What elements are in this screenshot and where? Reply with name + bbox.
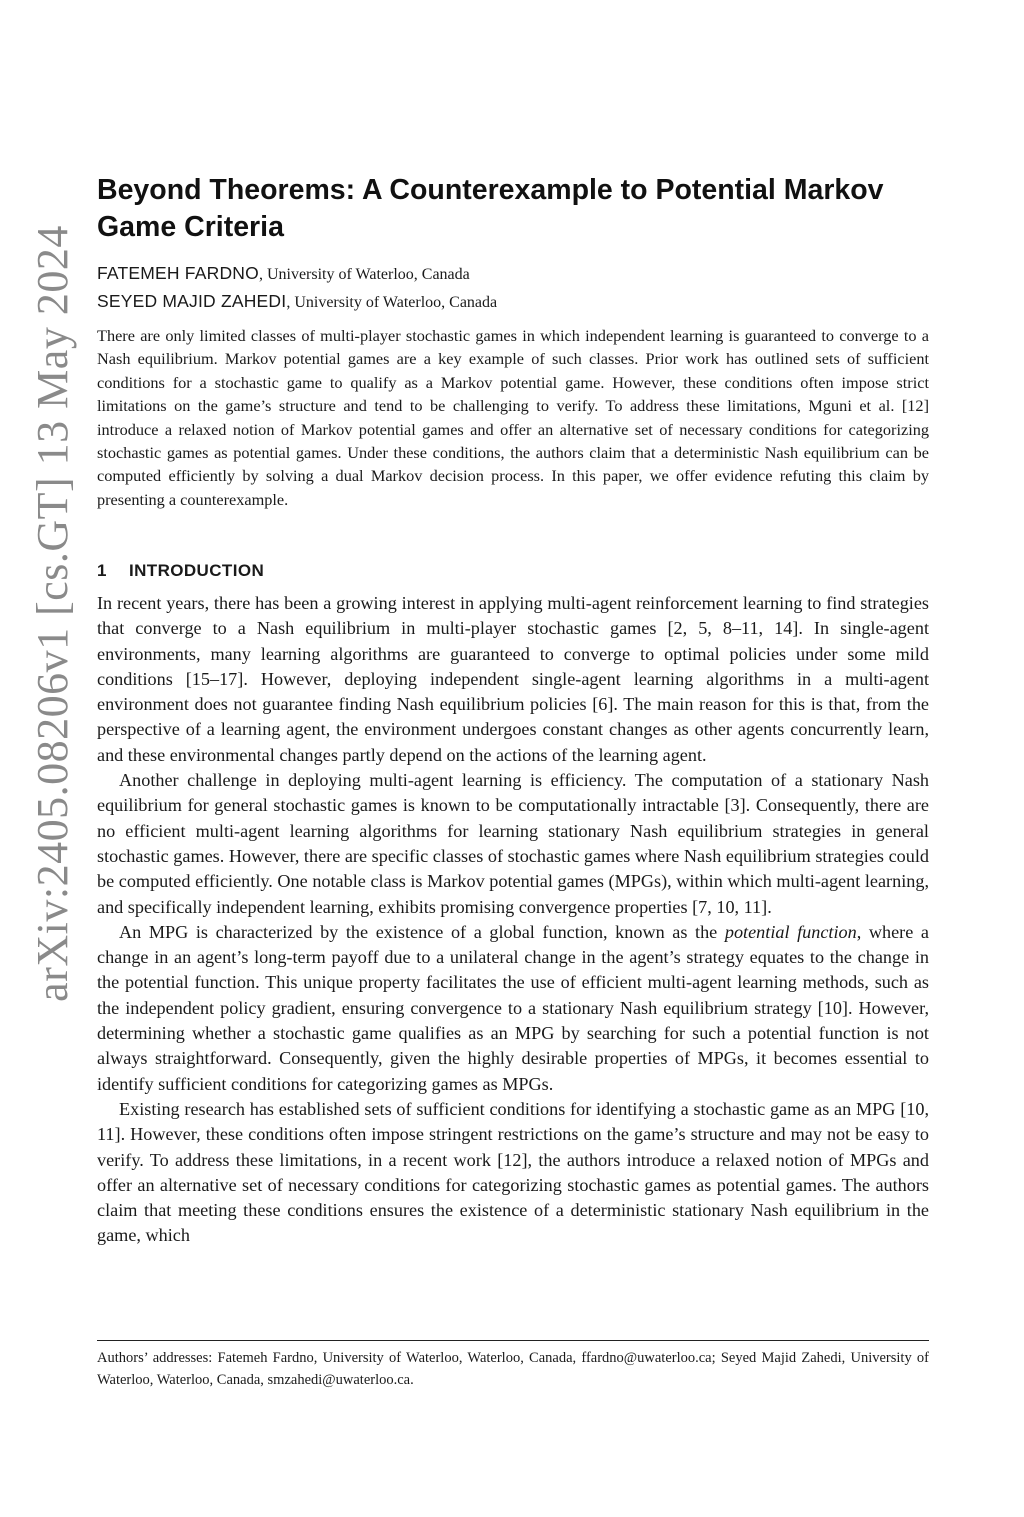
section-body — [97, 591, 929, 1249]
arxiv-identifier[interactable]: arXiv:2405.08206v1 [cs.GT] 13 May 2024 — [27, 224, 77, 1002]
author-1 — [97, 260, 929, 288]
author-name: FATEMEH FARDNO — [97, 263, 259, 283]
footnote-addresses: Authors’ addresses: Fatemeh Fardno, University of Waterloo, Waterloo, Canada, ffardno@uwaterloo.ca; Seyed Majid Zahedi, University of Waterloo, Waterloo, Canada, smzahedi@uwaterloo.ca. — [97, 1350, 929, 1388]
footnote-divider — [97, 1340, 929, 1341]
author-2 — [97, 288, 929, 316]
paragraph-1: In recent years, there has been a growing interest in applying multi-agent reinforcement learning to find strategies that converge to a Nash equilibrium in multi-player stochastic games [2, 5, 8–11, 14]. In single-agent environments, many learning algorithms are guaranteed to converge to optimal policies under some mild conditions [15–17]. However, deploying independent single-agent learning algorithms in a multi-agent environment does not guarantee finding Nash equilibrium policies [6]. The main reason for this is that, from the perspective of a learning agent, the environment undergoes constant changes as other agents concurrently learn, and these environmental changes partly depend on the actions of the learning agent. — [97, 593, 929, 765]
author-name: SEYED MAJID ZAHEDI — [97, 291, 287, 311]
section-number: 1 — [97, 561, 107, 580]
paragraph-3-text-b: , where a change in an agent’s long-term payoff due to a unilateral change in the agent’s strategy equates to the change in the potential function. This unique property facilitates the use of efficient multi-agent learning methods, such as the independent policy gradient, ensuring convergence to a stationary Nash equilibrium strategy [10]. However, determining whether a stochastic game qualifies as an MPG by searching for such a potential function is not always straightforward. Consequently, given the highly desirable properties of MPGs, it becomes essential to identify sufficient conditions for categorizing games as MPGs. — [97, 921, 929, 1094]
potential-function-term: potential function — [724, 921, 857, 942]
abstract: There are only limited classes of multi-player stochastic games in which independent learning is guaranteed to converge to a Nash equilibrium. Markov potential games are a key example of such classes. Prior work has outlined sets of sufficient conditions for a stochastic game to qualify as a Markov potential game. However, these conditions often impose strict limitations on the game’s structure and tend to be challenging to verify. To address these limitations, Mguni et al. [12] introduce a relaxed notion of Markov potential games and offer an alternative set of necessary conditions for categorizing stochastic games as potential games. Under these conditions, the authors claim that a deterministic Nash equilibrium can be computed efficiently by solving a dual Markov decision process. In this paper, we offer evidence refuting this claim by presenting a counterexample. — [97, 326, 929, 509]
paragraph-3-text-a: An MPG is characterized by the existence of a global function, known as the — [119, 921, 725, 942]
paper-title: Beyond Theorems: A Counterexample to Potential Markov Game Criteria — [97, 174, 884, 243]
section-title: INTRODUCTION — [129, 561, 265, 580]
author-affiliation: , University of Waterloo, Canada — [258, 266, 470, 283]
author-affiliation: , University of Waterloo, Canada — [286, 294, 498, 311]
section-heading — [97, 561, 264, 581]
paragraph-3 — [97, 920, 929, 1097]
arxiv-side-stamp — [24, 224, 80, 1002]
paragraph-2: Another challenge in deploying multi-agent learning is efficiency. The computation of a stationary Nash equilibrium for general stochastic games is known to be computationally intractable [3]. Consequently, there are no efficient multi-agent learning algorithms for learning stationary Nash equilibrium strategies in general stochastic games. However, there are specific classes of stochastic games where Nash equilibrium strategies could be computed efficiently. One notable class is Markov potential games (MPGs), within which multi-agent learning, and specifically independent learning, exhibits promising convergence properties [7, 10, 11]. — [97, 770, 929, 917]
author-list — [97, 260, 929, 316]
paragraph-4: Existing research has established sets of sufficient conditions for identifying a stochastic game as an MPG [10, 11]. However, these conditions often impose stringent restrictions on the game’s structure and may not be easy to verify. To address these limitations, in a recent work [12], the authors introduce a relaxed notion of MPGs and offer an alternative set of necessary conditions for categorizing stochastic games as potential games. The authors claim that meeting these conditions ensures the existence of a deterministic stationary Nash equilibrium in the game, which — [97, 1098, 929, 1246]
